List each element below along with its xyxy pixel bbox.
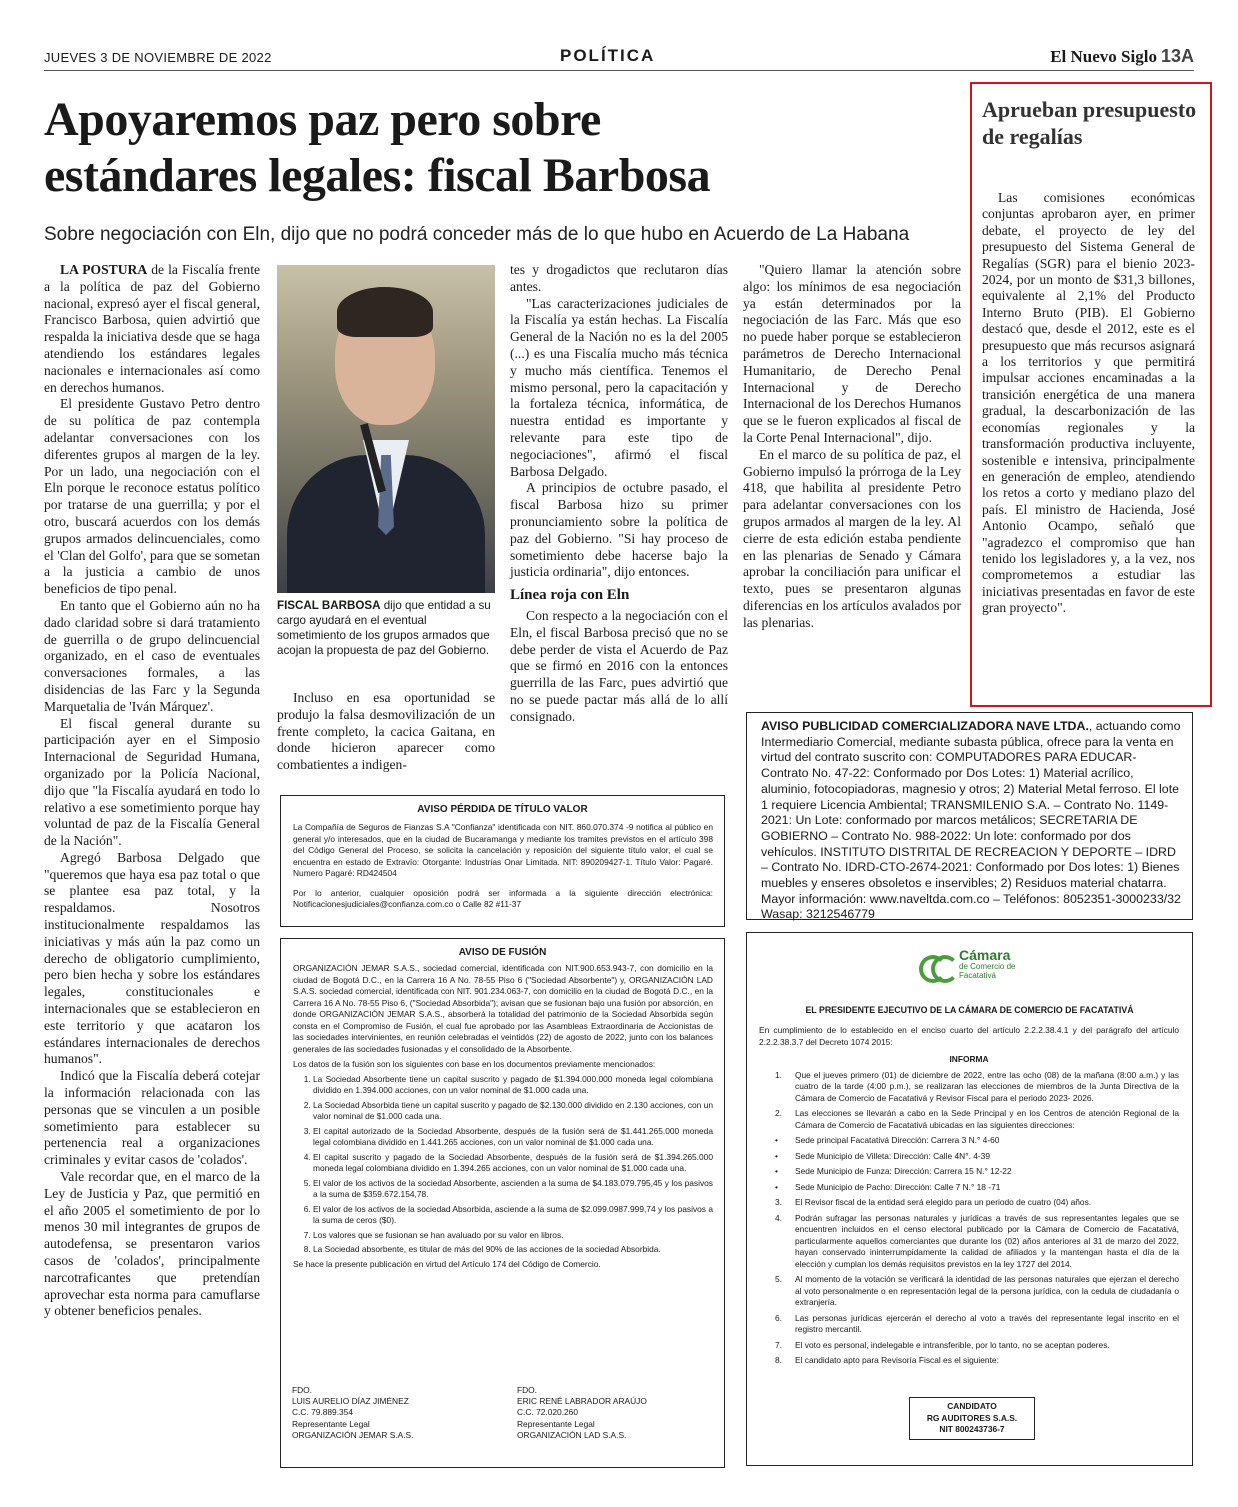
sig-line: C.C. 72.020.260 bbox=[517, 1407, 578, 1418]
article-paragraph: El fiscal general durante su participación ayer en el Simposio Internacional de Seguridad Humana, organizado por la Policía Nacional, dijo que "la Fiscalía ayudará en todo lo relativo a ese sometimiento porque hay voluntad de paz de la Fiscalía General de la Nación". bbox=[44, 715, 260, 849]
list-item: 7. El voto es personal, indelegable e intransferible, por lo tanto, no se aceptan poderes. bbox=[775, 1339, 1110, 1350]
list-item: 3. El Revisor fiscal de la entidad será elegido para un periodo de cuatro (04) años. bbox=[775, 1197, 1092, 1207]
ad-nave-text bbox=[761, 719, 1181, 923]
candidate-name: RG AUDITORES S.A.S. bbox=[926, 1412, 1018, 1423]
article-paragraph: Con respecto a la negociación con el Eln, el fiscal Barbosa precisó que no se debe perder de vista el Acuerdo de Paz que se firmó en 2016 con la entonces guerrilla de las Farc, pues advirtió que no se puede pactar más allá de lo allí consignado. bbox=[510, 607, 728, 724]
fiscal-barbosa-photo bbox=[277, 265, 495, 593]
list-item: • Sede Municipio de Villeta: Dirección: Calle 4N°. 4-39 bbox=[775, 1150, 990, 1161]
list-item: 1. Que el jueves primero (01) de diciembre de 2022, entre las ocho (08) de la mañana (8:00 a.m.) y las cuatro de la tarde (4:00 p.m.), se realizaran las elecciones de miembros de la Junta Directiva de la Cámara de Comercio de Facatativá y Revisor Fiscal para el periodo 2023- 2026. bbox=[775, 1069, 1179, 1103]
article-paragraph: En el marco de su política de paz, el Gobierno impulsó la prórroga de la Ley 418, que habilita al presidente Petro para adelantar conversaciones con los grupos armados al margen de la ley. Al cierre de esta edición estaba pendiente en las plenarias de Senado y Cámara aprobar la conciliación para unificar el texto, pues se presentaron algunas diferencias en los artículos avalados por las plenarias. bbox=[743, 446, 961, 630]
list-item: 1. La Sociedad Absorbente tiene un capital suscrito y pagado de $1.394.000.000 moneda legal colombiana dividido en 1.394.000 acciones, con un valor nominal de $1.000 cada una. bbox=[313, 1074, 713, 1097]
article-column-3 bbox=[510, 262, 728, 726]
ad-fusion-body bbox=[293, 963, 713, 1270]
signature-block-1 bbox=[292, 1385, 413, 1441]
masthead bbox=[1050, 46, 1194, 67]
ad-fusion-list bbox=[293, 1074, 713, 1256]
list-item: 5. El valor de los activos de la sociedad Absorbente, ascienden a la suma de $4.183.079.795,45 y los pasivos a la suma de $359.672.154,78. bbox=[313, 1178, 713, 1201]
list-item: 7. Los valores que se fusionan se han avaluado por su valor en libros. bbox=[313, 1230, 713, 1242]
headline-line-2: estándares legales: fiscal Barbosa bbox=[44, 149, 711, 202]
signature-block-2 bbox=[517, 1385, 647, 1441]
sig-line: ERIC RENÉ LABRADOR ARAÚJO bbox=[517, 1396, 647, 1407]
sig-line: ORGANIZACIÓN JEMAR S.A.S. bbox=[292, 1429, 414, 1440]
sidebar-title: Aprueban presupuesto de regalías bbox=[982, 97, 1197, 149]
logo-main: Cámara bbox=[959, 947, 1011, 963]
page-number: 13A bbox=[1160, 46, 1194, 66]
candidate-box bbox=[909, 1397, 1035, 1440]
ad-camara-list bbox=[759, 1070, 1179, 1367]
header-rule bbox=[44, 70, 1194, 71]
list-item: 8. El candidato apto para Revisoría Fiscal es el siguiente: bbox=[775, 1355, 999, 1365]
sig-line: ORGANIZACIÓN LAD S.A.S. bbox=[517, 1429, 627, 1440]
list-item: 2. Las elecciones se llevarán a cabo en la Sede Principal y en los Centros de atención Regional de la Cámara de Comercio de Facatativá ubicadas en las siguientes direcciones: bbox=[775, 1108, 1179, 1130]
article-paragraph: Incluso en esa oportunidad se produjo la falsa desmovilización de un frente completo, la cacica Gaitana, en donde hicieron aparecer como combatientes a indigen- bbox=[277, 690, 495, 773]
list-item: 8. La Sociedad absorbente, es titular de más del 90% de las acciones de la sociedad Absorbida. bbox=[313, 1244, 713, 1256]
ccf-logo-icon bbox=[919, 951, 953, 981]
list-item: 4. Podrán sufragar las personas naturales y jurídicas a través de sus representantes legales que se encuentren incluidos en el censo electoral publicado por la Cámara de Comercio de Facatativá, particularmente aquellos comerciantes que durante los (02) años anteriores al 31 de marzo del 2022, hayan conservado ininterrumpidamente la calidad de afiliados y la mantengan hasta el día de la elección y cumplan los demás requisitos previstos en la ley 1727 del 2014. bbox=[775, 1212, 1179, 1269]
sidebar-body bbox=[982, 190, 1195, 617]
list-item: 2. La Sociedad Absorbida tiene un capital suscrito y pagado de $2.130.000 dividido en 2.130 acciones, con un valor nominal de $1.000 cada una. bbox=[313, 1100, 713, 1123]
ad-fusion-closing: Se hace la presente publicación en virtud del Artículo 174 del Código de Comercio. bbox=[293, 1258, 601, 1269]
sig-line: FDO. bbox=[517, 1385, 538, 1395]
camara-logo bbox=[919, 949, 1019, 985]
article-paragraph: A principios de octubre pasado, el fiscal Barbosa hizo su primer pronunciamiento sobre la política de paz del Gobierno. "Si hay proceso de sometimiento debe hacerse bajo la justicia ordinaria", dijo entonces. bbox=[510, 480, 728, 580]
article-paragraph: Vale recordar que, en el marco de la Ley de Justicia y Paz, que permitió en el año 2005 el sometimiento de por lo menos 30 mil integrantes de grupos de autodefensa, se presentaron varios casos de 'colados', principalmente narcotraficantes que pretendían aprovechar esta norma para camuflarse y obtener beneficios penales. bbox=[44, 1169, 260, 1319]
article-paragraph: El presidente Gustavo Petro dentro de su política de paz contempla adelantar conversaciones con los diferentes grupos al margen de la ley. Por un lado, una negociación con el Eln porque le reconoce estatus político por tratarse de una guerrilla; y por el otro, buscará acuerdos con los demás grupos armados delincuenciales, como el 'Clan del Golfo', para que se sometan a la justicia a cambio de unos beneficios de tipo penal. bbox=[44, 396, 260, 597]
section-heading: Línea roja con Eln bbox=[510, 587, 630, 604]
sig-line: Representante Legal bbox=[292, 1418, 370, 1429]
ad-perdida-titulo bbox=[280, 795, 725, 927]
section-name: POLÍTICA bbox=[560, 46, 656, 65]
caption-text: dijo que entidad a su cargo ayudará en el eventual sometimiento de los grupos armados que acojan la propuesta de paz del Gobierno. bbox=[277, 599, 491, 657]
article-paragraph: "Quiero llamar la atención sobre algo: los mínimos de esa negociación ya están determinados por la negociación de las Farc. Más que eso no puede haber porque se establecieron parámetros de Derecho Internacional Humanitario, de Derecho Penal Internacional y de Derecho Internacional de los Derechos Humanos que se le fueron explicados al fiscal de la Corte Penal Internacional", dijo. bbox=[743, 262, 961, 445]
ad-perdida-title: AVISO PÉRDIDA DE TÍTULO VALOR bbox=[417, 804, 588, 815]
ad-camara-body bbox=[759, 1025, 1179, 1371]
article-paragraph: Agregó Barbosa Delgado que "queremos que haya esa paz total o que se plantee esa paz total, y la respaldamos. Nosotros institucionalmente respaldamos las iniciativas y más aún la paz como un derecho de obligatorio cumplimiento, pero bien hecha y sobre los estándares legales, constitucionales e internacionales que se establecieron en este territorio y que acataron los estándares internacionales de derechos humanos". bbox=[44, 849, 260, 1067]
headline bbox=[44, 92, 944, 204]
ad-fusion-lead: Los datos de la fusión son los siguientes con base en los documentos previamente mencionados: bbox=[293, 1059, 656, 1069]
list-item: • Sede principal Facatativá Dirección: Carrera 3 N.° 4-60 bbox=[775, 1135, 1000, 1145]
list-item: 5. Al momento de la votación se verificará la identidad de las personas naturales que ejerzan el derecho al voto personalmente o en representación legal de la persona jurídica, con la cedula de ciudadanía o extranjería. bbox=[775, 1274, 1179, 1307]
article-paragraph: Indicó que la Fiscalía deberá cotejar la información relacionada con las personas que se vinculen a un posible sometimiento para establecer su pertenencia real a organizaciones criminales y evitar casos de 'colados'. bbox=[44, 1068, 260, 1168]
list-item: 6. El valor de los activos de la sociedad Absorbida, asciende a la suma de $2.099.0987.999,74 y los pasivos a la suma de ceros ($0). bbox=[313, 1204, 713, 1227]
lead-text: de la Fiscalía frente a la política de paz del Gobierno nacional, expresó ayer el fiscal general, Francisco Barbosa, quien advirtió que respalda la iniciativa desde que se haga atendiendo los estándares legales nacionales e internacionales así como en derechos humanos. bbox=[44, 262, 260, 395]
candidate-nit: NIT 800243736-7 bbox=[939, 1424, 1005, 1434]
article-paragraph: En tanto que el Gobierno aún no ha dado claridad sobre si dará tratamiento de guerrilla o de grupo delincuencial organizado, en el caso de eventuales conversaciones formales, a las disidencias de las Farc y la Segunda Marquetalia de 'Iván Márquez'. bbox=[44, 597, 260, 714]
camara-logo-text bbox=[959, 949, 1019, 980]
list-item: 6. Las personas jurídicas ejercerán el derecho al voto a través del representante legal inscrito en el registro mercantil. bbox=[775, 1312, 1179, 1334]
ad-nave-lead: AVISO PUBLICIDAD COMERCIALIZADORA NAVE LTDA. bbox=[761, 719, 1089, 733]
ad-fusion-intro: ORGANIZACIÓN JEMAR S.A.S., sociedad comercial, identificada con NIT.900.653.943-7, con domicilio en la ciudad de Bogotá D.C., en la Carrera 16 A No. 78-55 Piso 6 ("Sociedad Absorbente") y, ORGANIZACIÓN LAD S.A.S. sociedad comercial, identificada con NIT. 901.234.063-7, con domicilio en la ciudad de Bogotá D.C., en la Carrera 16 A No. 78-55 Piso 6, ("Sociedad Absorbida"); avisan que se fusionan bajo una fusión por absorción, en donde ORGANIZACIÓN JEMAR S.A.S., absorberá la totalidad del patrimonio de la Sociedad Absorbida según consta en el Compromiso de Fusión, el cual fue aprobado por las Asambleas Extraordinaria de Accionistas de las sociedades intervinientes, en reunión celebradas el veintidós (22) de agosto de 2022, junto con los balances generales de las sociedades fusionadas y el consolidado de la Absorbente. bbox=[293, 963, 713, 1054]
candidate-label: CANDIDATO bbox=[947, 1401, 997, 1411]
sig-line: FDO. bbox=[292, 1385, 313, 1395]
lead-paragraph bbox=[44, 262, 260, 396]
ad-perdida-body bbox=[293, 822, 713, 911]
list-item: 4. El capital suscrito y pagado de la Sociedad Absorbente, después de la fusión será de $1.394.265.000 moneda legal colombiana dividido en 1.394.265 acciones, con un valor nominal de $1.000 cada una. bbox=[313, 1152, 713, 1175]
ad-nave bbox=[746, 712, 1193, 920]
caption-label: FISCAL BARBOSA bbox=[277, 599, 381, 612]
article-column-4 bbox=[743, 262, 961, 632]
ad-camara-informa: INFORMA bbox=[949, 1054, 989, 1064]
article-column-1 bbox=[44, 262, 260, 1320]
article-paragraph: tes y drogadictos que reclutaron días antes. bbox=[510, 262, 728, 294]
sig-line: Representante Legal bbox=[517, 1418, 595, 1429]
article-column-2 bbox=[277, 690, 495, 774]
article-paragraph: "Las caracterizaciones judiciales de la Fiscalía ya están hechas. La Fiscalía General de la Nación no es la del 2005 (...) es una Fiscalía mucho más técnica y mucho más científica. Tenemos el mismo personal, pero la capacitación y la fortaleza técnica, informática, de nuestra entidad es importante y relevante para este tipo de negociaciones", afirmó el fiscal Barbosa Delgado. bbox=[510, 295, 728, 479]
list-item: • Sede Municipio de Pacho: Dirección: Calle 7 N.° 18 -71 bbox=[775, 1181, 1001, 1192]
lead-label: LA POSTURA bbox=[60, 262, 148, 277]
ad-fusion-title: AVISO DE FUSIÓN bbox=[458, 947, 547, 958]
ad-nave-body: , actuando como Intermediario Comercial, mediante subasta pública, ofrece para la venta en virtud del contrato suscrito con: COMPUTADORES PARA EDUCAR- Contrato No. 47-22: Conformado por Dos Lotes: 1) Material acrílico, aluminio, fotocopiadoras, magnesio y otros; 2) Material Metal ferroso. El lote 1 requiere Licencia Ambiental; TRANSMILENIO S.A. – Contrato No. 1149- 2021: Un Lote: conformado por marcos metálicos; SECRETARIA DE GOBIERNO – Contrato No. 988-2022: Un lote: conformado por dos vehículos. INSTITUTO DISTRITAL DE RECREACION Y DEPORTE – IDRD – Contrato No. IDRD-CTO-2674-2021: Conformado por Dos lotes: 1) Bienes muebles y enseres obsoletos e inservibles; 2) Residuos material chatarra. Mayor información: www.naveltda.com.co – Teléfonos: 8052351-3000233/32 Wasap: 3212546779 bbox=[761, 719, 1181, 922]
ad-camara-title: EL PRESIDENTE EJECUTIVO DE LA CÁMARA DE COMERCIO DE FACATATIVÁ bbox=[805, 1005, 1134, 1015]
sidebar-paragraph: Las comisiones económicas conjuntas aprobaron ayer, en primer debate, el proyecto de ley del presupuesto del Sistema General de Regalías (SGR) para el bienio 2023-2024, por un monto de $31,3 billones, equivalente al 2,1% del Producto Interno Bruto (PIB). El Gobierno destacó que, desde el 2012, este es el presupuesto que más recursos asignará a los territorios y que permitirá impulsar acciones encaminadas a la transición energética de una manera gradual, la descarbonización de las economías regionales y la transformación productiva incluyente, sostenible e intensiva, principalmente en generación de empleo, atendiendo los retos a corto y mediano plazo del país. El ministro de Hacienda, José Antonio Ocampo, señaló que "agradezco el compromiso que han tenido los legisladores y, a la vez, nos comprometemos a estudiar las iniciativas presentadas en favor de este gran proyecto". bbox=[982, 190, 1195, 616]
sig-line: LUIS AURELIO DÍAZ JIMÉNEZ bbox=[292, 1396, 409, 1407]
headline-line-1: Apoyaremos paz pero sobre bbox=[44, 93, 601, 146]
ad-camara-intro: En cumplimiento de lo establecido en el enciso cuarto del artículo 2.2.2.38.4.1 y del parágrafo del artículo 2.2.2.38.3.7 del Decreto 1074 2015: bbox=[759, 1025, 1179, 1047]
ad-camara-comercio bbox=[746, 932, 1193, 1466]
subheadline: Sobre negociación con Eln, dijo que no podrá conceder más de lo que hubo en Acuerdo de La Habana bbox=[44, 224, 910, 245]
list-item: • Sede Municipio de Funza: Dirección: Carrera 15 N.° 12-22 bbox=[775, 1166, 1012, 1176]
issue-date: JUEVES 3 DE NOVIEMBRE DE 2022 bbox=[44, 50, 272, 65]
ad-perdida-p2: Por lo anterior, cualquier oposición podrá ser informada a la siguiente dirección electrónica: Notificacionesjudiciales@confianza.com.co o Calle 82 #11-37 bbox=[293, 887, 713, 909]
list-item: 3. El capital autorizado de la Sociedad Absorbente, después de la fusión será de $1.441.265.000 moneda legal colombiana dividido en 1.441.265 acciones, con un valor nominal de $1.000 cada una. bbox=[313, 1126, 713, 1149]
photo-caption bbox=[277, 598, 495, 658]
ad-perdida-p1: La Compañía de Seguros de Fianzas S.A "Confianza" identificada con NIT. 860.070.374 -9 notifica al público en general y/o interesados, que en la ciudad de Bucaramanga y mediante los tramites previstos en el artículo 398 del Código General del Proceso, se solicita la cancelación y reposición del siguiente título valor, el cual se encuentra en estado de Extravío: Otorgante: Industrias Onar Limitada. NIT: 890209427-1. Título Valor: Pagaré. Numero Pagaré: RD424504 bbox=[293, 822, 713, 878]
logo-sub: de Comercio de Facatativá bbox=[959, 962, 1016, 980]
photo-hair bbox=[337, 287, 433, 337]
sig-line: C.C. 79.889.354 bbox=[292, 1407, 353, 1418]
paper-name: El Nuevo Siglo bbox=[1050, 47, 1157, 66]
